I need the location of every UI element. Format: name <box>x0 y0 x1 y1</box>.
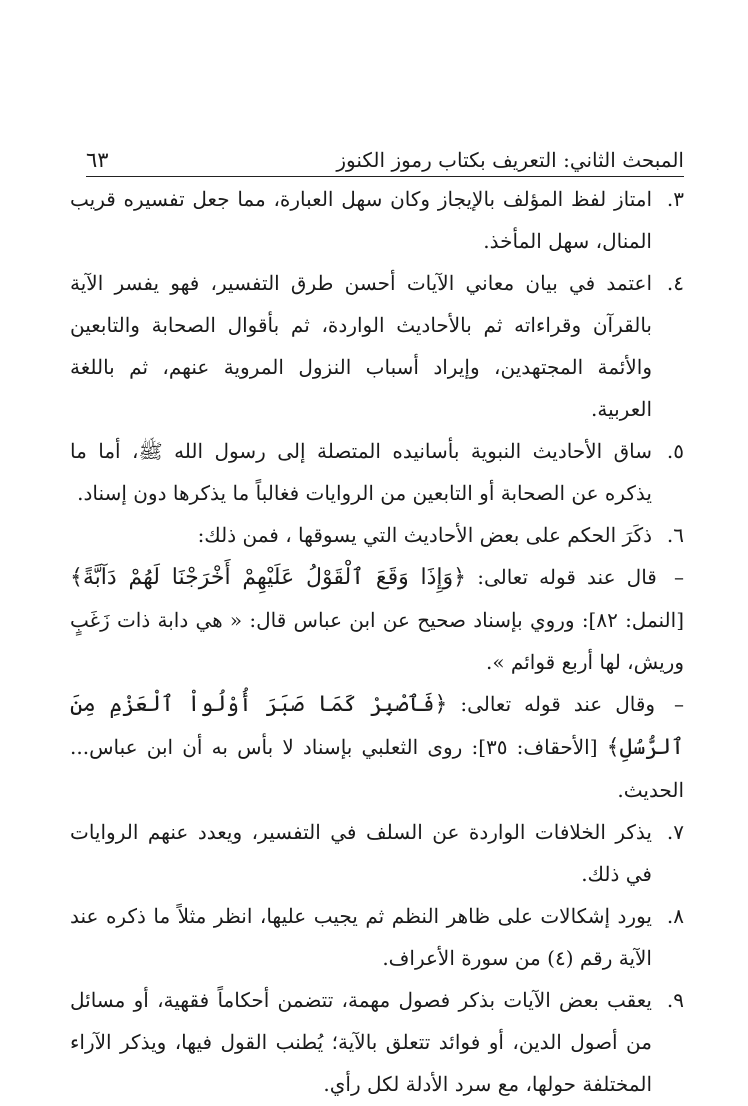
list-item-4 <box>70 262 684 430</box>
item-number: ٧. <box>666 820 684 844</box>
chapter-title: المبحث الثاني: التعريف بكتاب رموز الكنوز <box>336 148 684 172</box>
example-intro: وقال عند قوله تعالى: <box>460 692 656 716</box>
example-dash: – <box>674 692 685 716</box>
list-item-3 <box>70 178 684 262</box>
page-number: ٦٣ <box>86 148 109 172</box>
quran-verse: ﴿فَٱصْبِرْ كَمَا صَبَرَ أُوْلُواْ ٱلْعَزْمِ مِنَ ٱلرُّسُلِ﴾ <box>70 692 685 760</box>
item-text: ساق الأحاديث النبوية بأسانيده المتصلة إلى رسول الله ﷺ، أما ما يذكره عن الصحابة أو التابعين من الروايات فغالباً ما يذكرها دون إسناد. <box>70 439 652 505</box>
verse-reference: [الأحقاف: ٣٥]: <box>471 735 598 759</box>
example-2 <box>70 683 684 811</box>
item-number: ٨. <box>666 904 684 928</box>
verse-reference: [النمل: ٨٢]: <box>581 608 685 632</box>
item-text: اعتمد في بيان معاني الآيات أحسن طرق التفسير، فهو يفسر الآية بالقرآن وقراءاته ثم بالأحاديث الواردة، ثم بأقوال الصحابة والتابعين والأئمة المجتهدين، وإيراد أسباب النزول المروية عنهم، ثم باللغة العربية. <box>70 271 652 421</box>
item-text: امتاز لفظ المؤلف بالإيجاز وكان سهل العبارة، مما جعل تفسيره قريب المنال، سهل المأخذ. <box>70 187 653 253</box>
item-number: ٤. <box>666 271 684 295</box>
item-text: ذكَرَ الحكم على بعض الأحاديث التي يسوقها ، فمن ذلك: <box>197 523 652 547</box>
item-number: ٣. <box>666 187 684 211</box>
item-text: يعقب بعض الآيات بذكر فصول مهمة، تتضمن أحكاماً فقهية، أو مسائل من أصول الدين، أو فوائد تتعلق بالآية؛ يُطنب القول فيها، ويذكر الآراء المختلفة حولها، مع سرد الأدلة لكل رأي. <box>70 988 652 1096</box>
list-item-9 <box>70 979 684 1105</box>
list-item-7 <box>70 811 684 895</box>
item-text: يذكر الخلافات الواردة عن السلف في التفسير، ويعدد عنهم الروايات في ذلك. <box>70 820 652 886</box>
example-text: وروي بإسناد صحيح عن ابن عباس قال: « هي دابة ذات زَغَبٍ وريش، لها أربع قوائم ». <box>70 608 684 674</box>
item-text: يورد إشكالات على ظاهر النظم ثم يجيب عليها، انظر مثلاً ما ذكره عند الآية رقم (٤) من سورة الأعراف. <box>70 904 652 970</box>
quran-verse: ﴿وَإِذَا وَقَعَ ٱلْقَوْلُ عَلَيْهِمْ أَخْرَجْنَا لَهُمْ دَآبَّةً﴾ <box>70 565 467 590</box>
example-intro: قال عند قوله تعالى: <box>477 565 657 589</box>
example-1 <box>70 556 684 683</box>
item-number: ٥. <box>666 439 684 463</box>
example-dash: – <box>674 565 684 589</box>
example-text: روى الثعلبي بإسناد لا بأس به أن ابن عباس... الحديث. <box>70 735 684 802</box>
list-item-8 <box>70 895 684 979</box>
page-body <box>70 178 684 1105</box>
list-item-6 <box>70 514 684 556</box>
list-item-5 <box>70 430 684 514</box>
item-number: ٦. <box>666 523 684 547</box>
running-header <box>86 140 684 177</box>
item-number: ٩. <box>666 988 684 1012</box>
